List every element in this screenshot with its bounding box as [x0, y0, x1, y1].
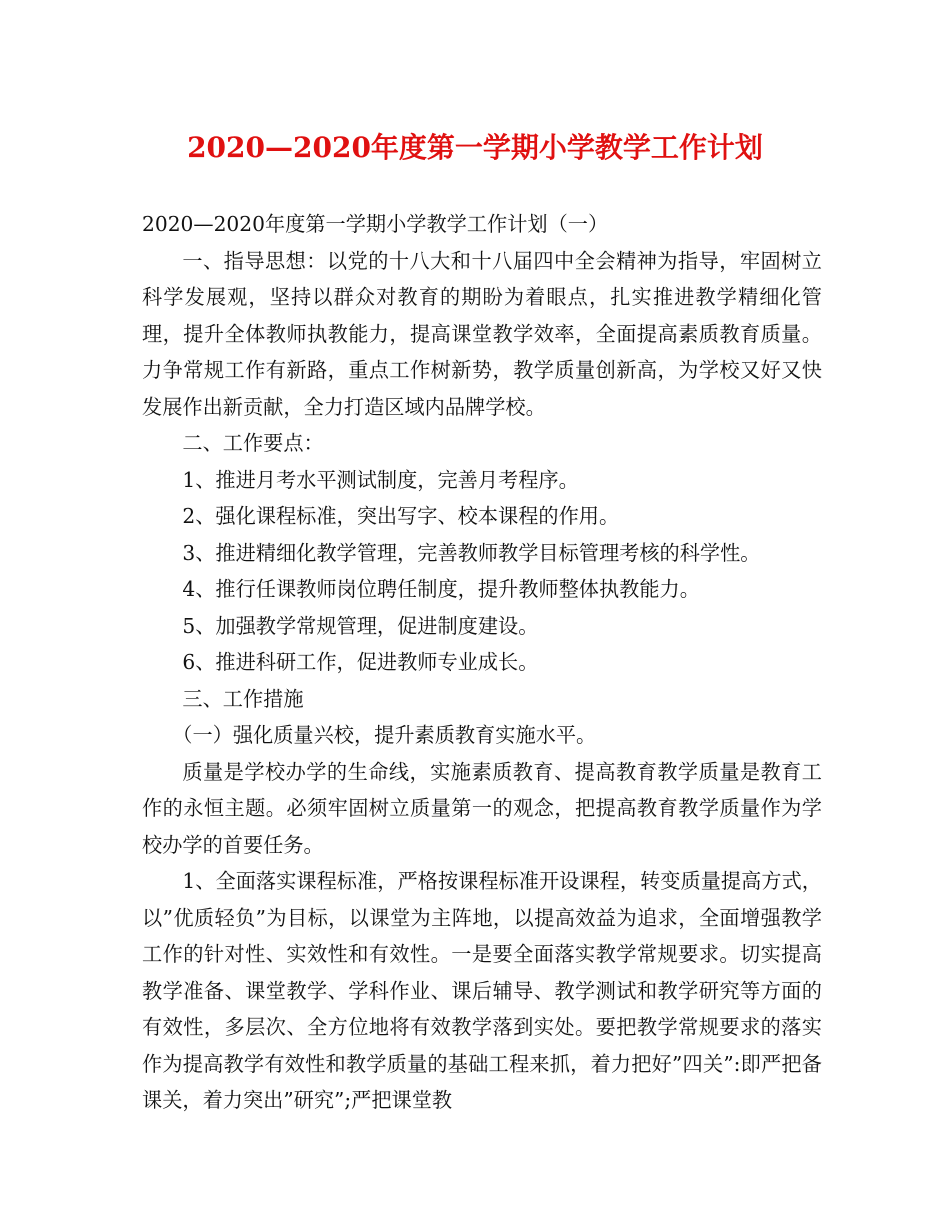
subtitle-paragraph: 2020—2020年度第一学期小学教学工作计划（一） — [142, 212, 609, 236]
subheading-quality: （一）强化质量兴校，提升素质教育实施水平。 — [172, 723, 597, 747]
document-body — [142, 206, 822, 1119]
list-item-point-3: 3、推进精细化教学管理，完善教师教学目标管理考核的科学性。 — [182, 540, 761, 565]
paragraph-curriculum-standards: 1、全面落实课程标准，严格按课程标准开设课程，转变质量提高方式，以”优质轻负”为目标，以课堂为主阵地，以提高效益为追求，全面增强教学工作的针对性、实效性和有效性。一是要全面落实教学常规要求。切实提高教学准备、课堂教学、学科作业、课后辅导、教学测试和教学研究等方面的有效性，多层次、全方位地将有效教学落到实处。要把教学常规要求的落实作为提高教学有效性和教学质量的基础工程来抓，着力把好”四关”:即严把备课关，着力突出”研究”;严把课堂教 — [142, 869, 822, 1112]
list-item-point-4: 4、推行任课教师岗位聘任制度，提升教师整体执教能力。 — [182, 577, 700, 601]
heading-work-points: 二、工作要点： — [182, 431, 324, 455]
list-item-point-6: 6、推进科研工作，促进教师专业成长。 — [182, 650, 539, 674]
document-title: 2020—2020年度第一学期小学教学工作计划 — [187, 131, 763, 164]
paragraph-quality-lifeline: 质量是学校办学的生命线，实施素质教育、提高教育教学质量是教育工作的永恒主题。必须牢固树立质量第一的观念，把提高教育教学质量作为学校办学的首要任务。 — [142, 759, 822, 857]
heading-work-measures: 三、工作措施 — [182, 686, 304, 711]
paragraph-guiding-ideology: 一、指导思想：以党的十八大和十八届四中全会精神为指导，牢固树立科学发展观，坚持以群众对教育的期盼为着眼点，扎实推进教学精细化管理，提升全体教师执教能力，提高课堂教学效率，全面提高素质教育质量。力争常规工作有新路，重点工作树新势，教学质量创新高，为学校又好又快发展作出新贡献，全力打造区域内品牌学校。 — [142, 248, 822, 419]
list-item-point-2: 2、强化课程标准，突出写字、校本课程的作用。 — [182, 504, 620, 528]
list-item-point-5: 5、加强教学常规管理，促进制度建设。 — [182, 613, 539, 638]
list-item-point-1: 1、推进月考水平测试制度，完善月考程序。 — [182, 467, 579, 492]
